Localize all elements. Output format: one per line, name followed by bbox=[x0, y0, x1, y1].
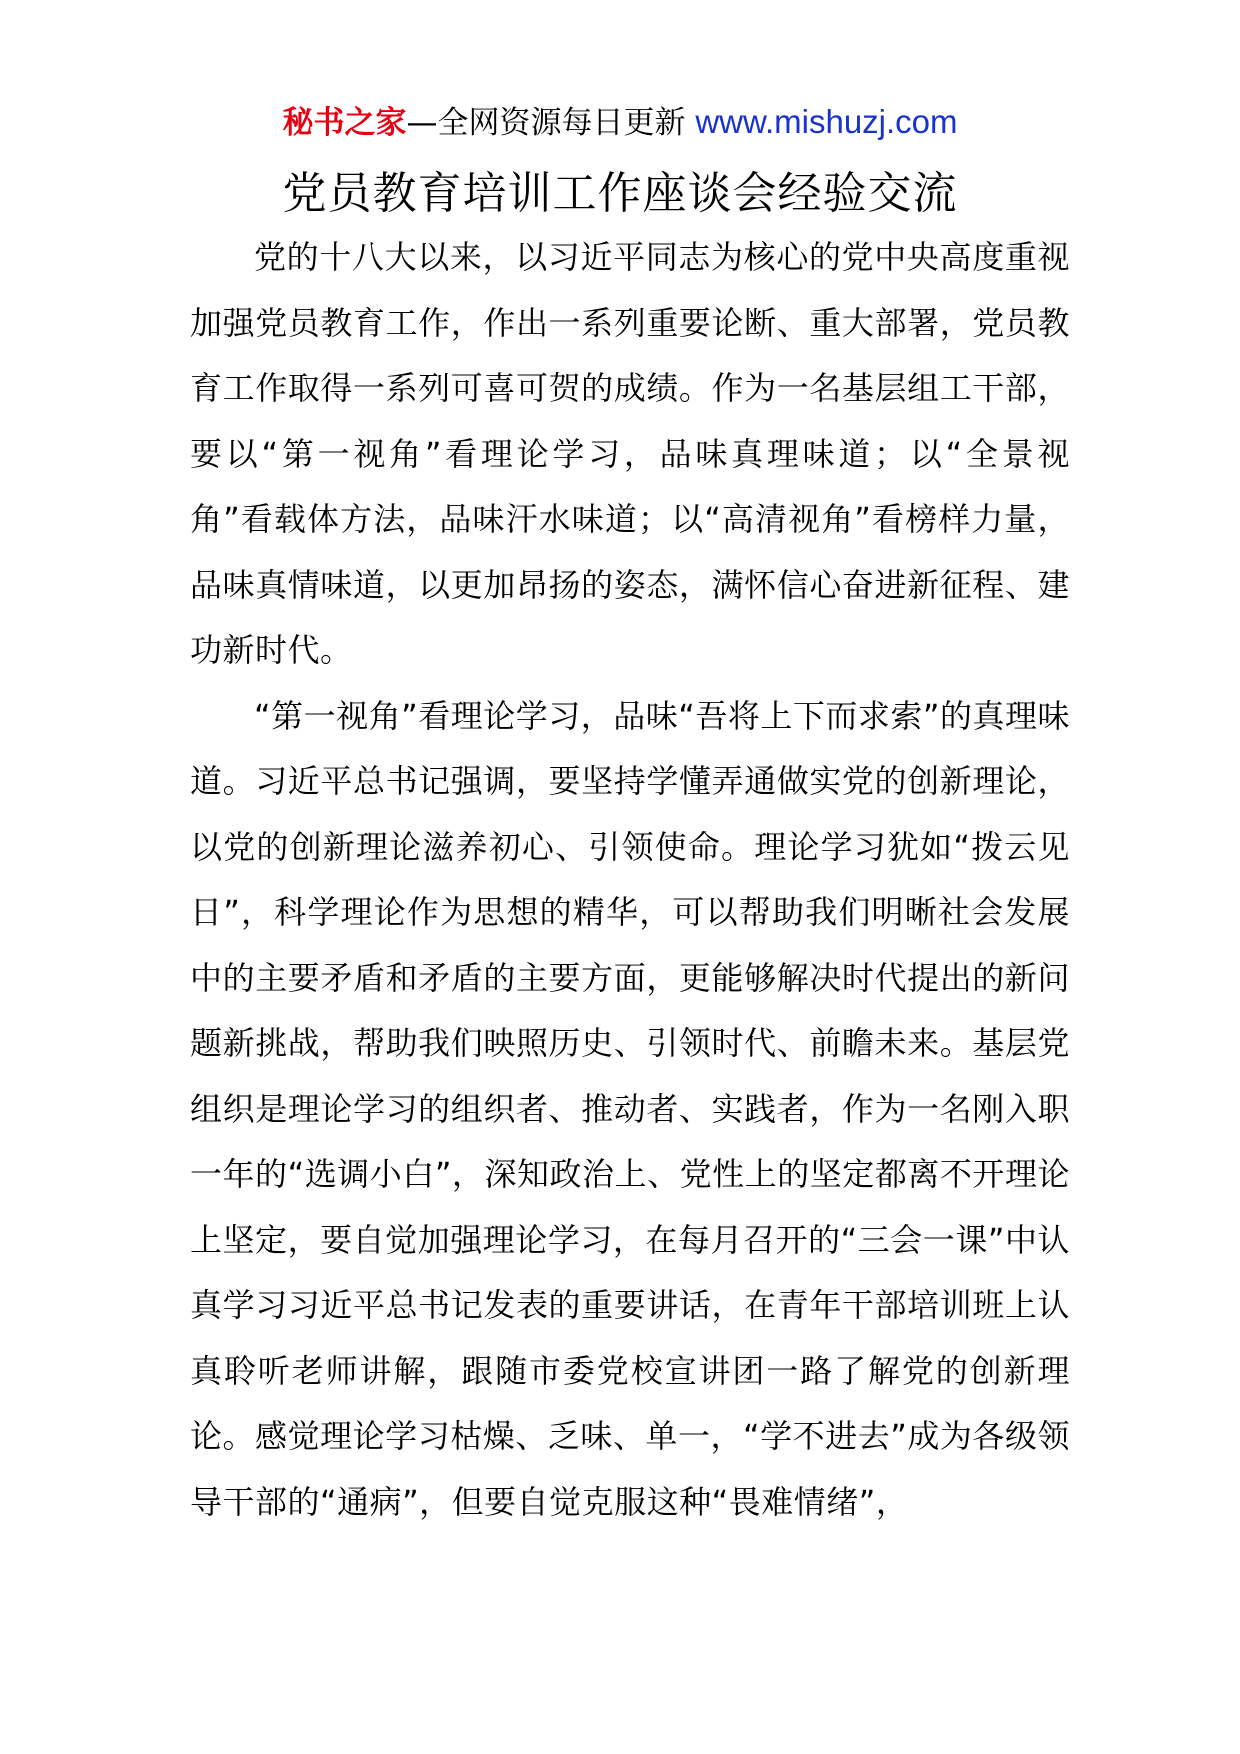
header-tagline: —全网资源每日更新 bbox=[406, 105, 696, 141]
brand-name: 秘书之家 bbox=[282, 105, 407, 141]
document-title: 党员教育培训工作座谈会经验交流 bbox=[282, 168, 958, 219]
paragraph-theory-study: “第一视角”看理论学习，品味“吾将上下而求索”的真理味道。习近平总书记强调，要坚持学懂弄通做实党的创新理论，以党的创新理论滋养初心、引领使命。理论学习犹如“拨云见日”，科学理论作为思想的精华，可以帮助我们明晰社会发展中的主要矛盾和矛盾的主要方面，更能够解决时代提出的新问题新挑战，帮助我们映照历史、引领时代、前瞻未来。基层党组织是理论学习的组织者、推动者、实践者，作为一名刚入职一年的“选调小白”，深知政治上、党性上的坚定都离不开理论上坚定，要自觉加强理论学习，在每月召开的“三会一课”中认真学习习近平总书记发表的重要讲话，在青年干部培训班上认真聆听老师讲解，跟随市委党校宣讲团一路了解党的创新理论。感觉理论学习枯燥、乏味、单一，“学不进去”成为各级领导干部的“通病”，但要自觉克服这种“畏难情绪”， bbox=[190, 696, 1070, 1521]
paragraph-intro: 党的十八大以来，以习近平同志为核心的党中央高度重视加强党员教育工作，作出一系列重要论断、重大部署，党员教育工作取得一系列可喜可贺的成绩。作为一名基层组工干部，要以“第一视角”看理论学习，品味真理味道；以“全景视角”看载体方法，品味汗水味道；以“高清视角”看榜样力量，品味真情味道，以更加昂扬的姿态，满怀信心奋进新征程、建功新时代。 bbox=[190, 238, 1070, 669]
document-body bbox=[190, 225, 1070, 1535]
site-url-link[interactable]: www.mishuzj.com bbox=[695, 103, 958, 140]
site-header bbox=[0, 100, 1240, 145]
